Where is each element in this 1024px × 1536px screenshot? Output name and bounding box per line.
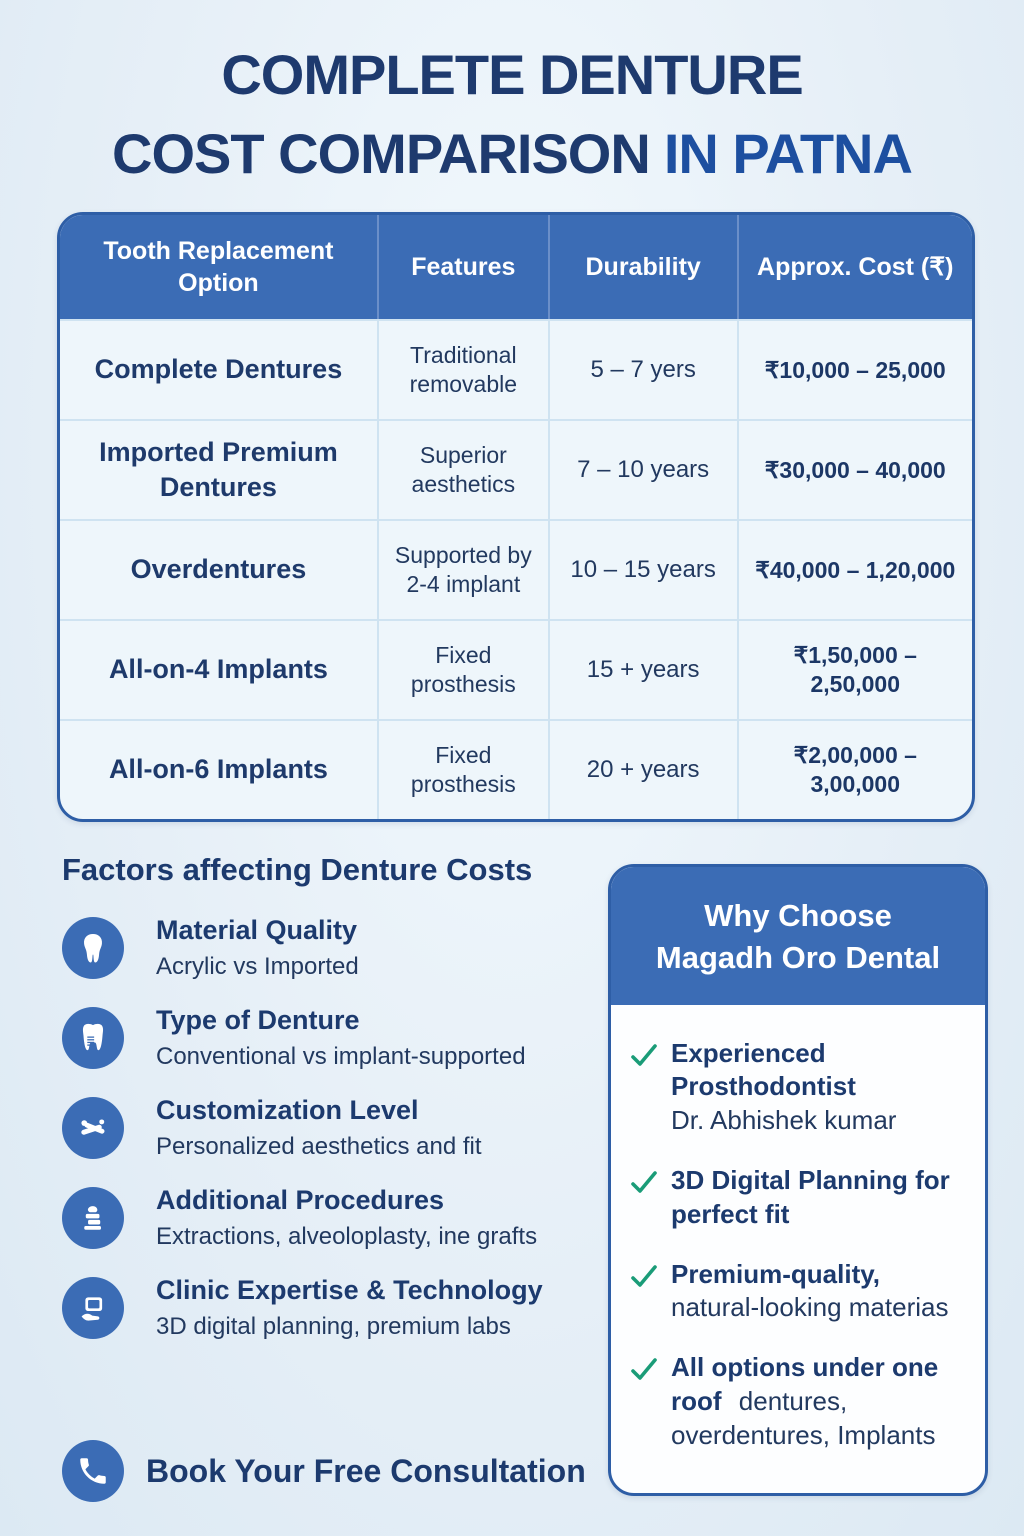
row-cost: ₹40,000 – 1,20,000 [739,519,972,619]
row-option: Imported Premium Dentures [60,419,379,519]
why-item-all-options [629,1351,965,1452]
factors-heading: Factors affecting Denture Costs [62,852,533,887]
row-features: Supported by 2-4 implant [379,519,550,619]
row-durability: 10 – 15 years [550,519,739,619]
why-item-normal: natural-looking materias [671,1292,949,1323]
header-option: Tooth Replacement Option [60,215,379,319]
factor-subtitle: Acrylic vs Imported [156,952,359,980]
why-choose-body [611,1005,985,1453]
checkmark-icon [629,1041,659,1071]
row-durability: 5 – 7 yers [550,319,739,419]
factor-title: Customization Level [156,1094,419,1125]
title-line-1: COMPLETE DENTURE [221,43,803,106]
factor-subtitle: Extractions, alveoloplasty, ine grafts [156,1222,538,1250]
factor-text [156,914,359,982]
factor-subtitle: 3D digital planning, premium labs [156,1312,511,1340]
factor-title: Clinic Expertise & Technology [156,1274,543,1305]
factor-subtitle: Conventional vs implant-supported [156,1042,526,1070]
why-item-text [671,1351,965,1452]
why-item-bold: All options under one roof [671,1352,939,1417]
why-item-bold: 3D Digital Planning for perfect fit [671,1165,950,1229]
why-item-text [671,1037,965,1138]
factor-text [156,1274,543,1342]
title-line-2 [0,121,1024,186]
row-cost: ₹30,000 – 40,000 [739,419,972,519]
checkmark-icon [629,1168,659,1198]
checkmark-icon [629,1355,659,1385]
row-option: All-on-4 Implants [60,619,379,719]
row-durability: 15 + years [550,619,739,719]
checkmark-icon [629,1262,659,1292]
why-item-3d-digital-planning [629,1164,965,1232]
phone-icon [62,1440,124,1502]
factor-title: Material Quality [156,915,358,945]
why-item-premium-quality [629,1258,965,1326]
why-choose-title-line-1: Why Choose [704,898,892,933]
tooth-icon [62,917,124,979]
why-item-normal: dentures, overdentures, Implants [671,1386,936,1450]
title-line-2-accent: IN PATNA [663,122,912,185]
header-durability: Durability [550,215,739,319]
factor-item-customization-level [62,1094,602,1162]
book-consultation-label: Book Your Free Consultation [146,1452,586,1489]
factor-item-material-quality [62,914,602,982]
cost-comparison-table [57,212,975,822]
why-choose-panel [608,864,988,1496]
book-consultation-button[interactable] [62,1440,586,1502]
factor-title: Additional Procedures [156,1184,445,1215]
factor-text [156,1184,537,1252]
factor-item-clinic-expertise [62,1274,602,1342]
clinic-technology-icon [62,1277,124,1339]
row-option: Overdentures [60,519,379,619]
why-item-experienced-prosthodontist [629,1037,965,1138]
why-item-bold: Experienced Prosthodontist [671,1037,856,1102]
row-option: All-on-6 Implants [60,719,379,819]
why-item-bold: Premium-quality, [671,1258,881,1289]
row-features: Superior aesthetics [379,419,550,519]
factor-text [156,1094,482,1162]
page-title [0,42,1024,186]
customization-hands-icon [62,1097,124,1159]
why-choose-title-line-2: Magadh Oro Dental [655,939,941,975]
row-cost: ₹10,000 – 25,000 [739,319,972,419]
procedures-stack-icon [62,1187,124,1249]
factor-item-type-of-denture [62,1004,602,1072]
why-choose-header [611,867,985,1005]
row-cost: ₹2,00,000 – 3,00,000 [739,719,972,819]
row-features: Fixed prosthesis [379,619,550,719]
row-durability: 7 – 10 years [550,419,739,519]
header-features: Features [379,215,550,319]
title-line-2-main: COST COMPARISON [112,122,650,185]
factor-text [156,1004,526,1072]
why-item-text [671,1164,965,1232]
row-features: Fixed prosthesis [379,719,550,819]
factor-title: Type of Denture [156,1004,360,1035]
row-cost: ₹1,50,000 – 2,50,000 [739,619,972,719]
factor-item-additional-procedures [62,1184,602,1252]
why-item-normal: Dr. Abhishek kumar [671,1105,897,1136]
factor-subtitle: Personalized aesthetics and fit [156,1132,482,1160]
row-option: Complete Dentures [60,319,379,419]
factors-section [62,852,602,1364]
row-features: Traditional removable [379,319,550,419]
row-durability: 20 + years [550,719,739,819]
header-cost: Approx. Cost (₹) [739,215,972,319]
denture-implant-icon [62,1007,124,1069]
why-item-text [671,1258,948,1326]
